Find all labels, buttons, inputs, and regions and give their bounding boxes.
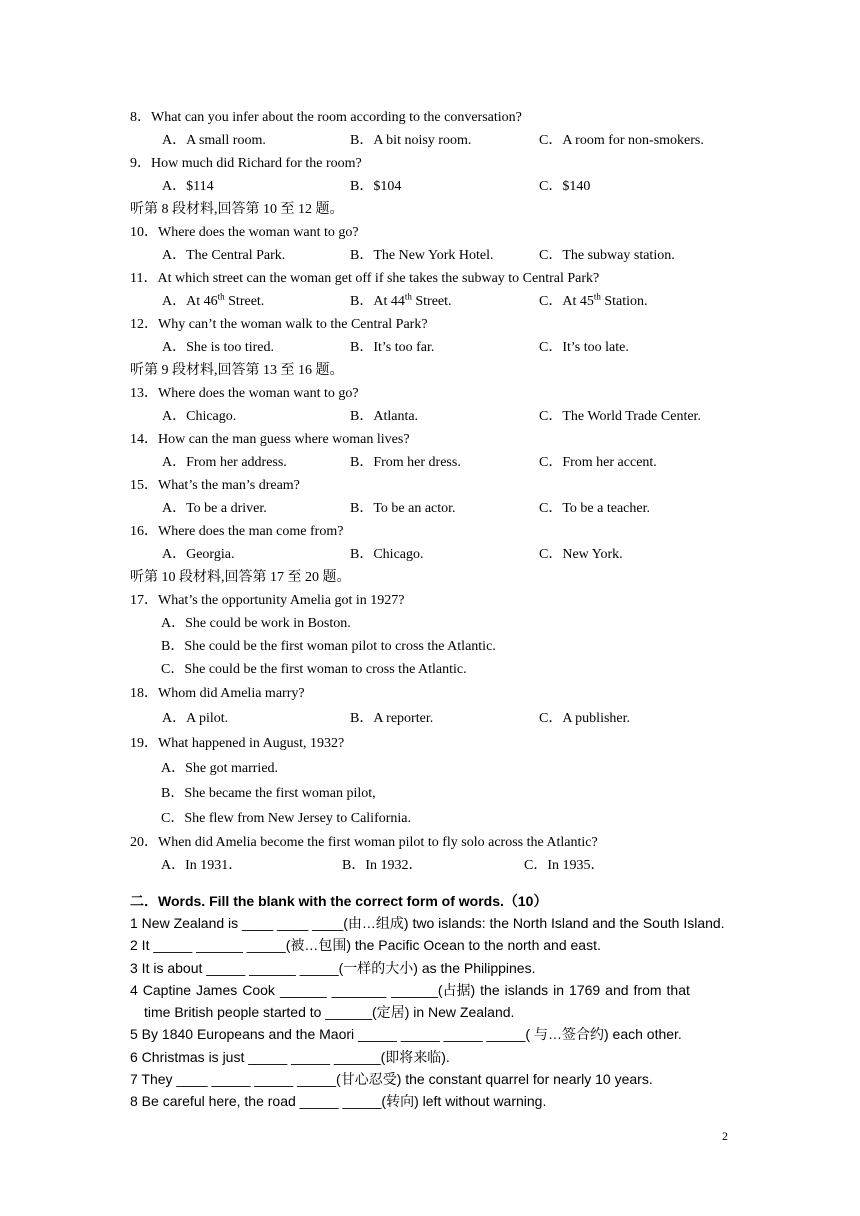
option-b: B．It’s too far. [350, 340, 435, 355]
option-a: A．She is too tired. [162, 340, 274, 355]
ordinal-suffix: th [593, 291, 601, 302]
option-c: C．New York. [539, 547, 623, 562]
option-a: A．She got married. [161, 761, 279, 776]
option-c [539, 290, 648, 313]
question-text: 18．Whom did Amelia marry? [130, 686, 305, 701]
option-a: A．The Central Park. [162, 248, 286, 263]
listening-questions [130, 106, 750, 877]
answer-options [130, 543, 750, 566]
option-b: B．From her dress. [350, 455, 461, 470]
question-text: 14．How can the man guess where woman lives? [130, 432, 410, 447]
fill-blank-item: 1 New Zealand is ____ ____ ____(由…组成) two islands: the North Island and the South Island. [130, 915, 725, 931]
question-text: 13．Where does the woman want to go? [130, 386, 359, 401]
option-c: C．The World Trade Center. [539, 409, 701, 424]
option-c: C．She flew from New Jersey to California. [161, 811, 411, 826]
answer-options [130, 706, 750, 731]
option-a: A．She could be work in Boston. [161, 616, 351, 631]
option-c: C．$140 [539, 179, 591, 194]
question-text: 12．Why can’t the woman walk to the Central Park? [130, 317, 428, 332]
fill-blank-item: 6 Christmas is just _____ _____ ______(即将来临). [130, 1048, 450, 1065]
option-a: A．Georgia. [162, 547, 235, 562]
answer-options [130, 451, 750, 474]
answer-options [130, 497, 750, 520]
option-a [162, 290, 264, 313]
option-b: B．A reporter. [350, 711, 434, 726]
option-b: B．$104 [350, 179, 402, 194]
option-b: B．A bit noisy room. [350, 133, 472, 148]
option-a: A．In 1931． [161, 858, 243, 873]
option-b [350, 290, 452, 313]
option-c: C．She could be the first woman to cross the Atlantic. [161, 662, 467, 677]
option-b: B．Atlanta. [350, 409, 419, 424]
option-b: B．Chicago. [350, 547, 424, 562]
ordinal-suffix: th [404, 291, 412, 302]
answer-options [130, 244, 750, 267]
question-text: 9．How much did Richard for the room? [130, 156, 362, 171]
fill-blank-item: 2 It _____ ______ _____(被…包围) the Pacific Ocean to the north and east. [130, 937, 601, 954]
answer-options [130, 336, 750, 359]
page-number: 2 [722, 1129, 728, 1143]
option-c: C．In 1935． [524, 858, 605, 873]
question-text: 20．When did Amelia become the first woman pilot to fly solo across the Atlantic? [130, 835, 598, 850]
option-b-text: B．At 44 [350, 294, 405, 309]
option-a: A．From her address. [162, 455, 287, 470]
fill-blank-item: 5 By 1840 Europeans and the Maori _____ _____ _____ _____( 与…签合约) each other. [130, 1026, 682, 1043]
question-text: 17．What’s the opportunity Amelia got in 1927? [130, 593, 405, 608]
option-b: B．She became the first woman pilot, [161, 786, 376, 801]
option-c: C．To be a teacher. [539, 501, 650, 516]
section-heading: 听第 10 段材料,回答第 17 至 20 题。 [130, 570, 351, 585]
fill-blank-item: 8 Be careful here, the road _____ _____(转向) left without warning. [130, 1093, 547, 1110]
question-text: 10．Where does the woman want to go? [130, 225, 359, 240]
fill-blank-item: 4 Captine James Cook ______ _______ ______(占据) the islands in 1769 and from that [130, 981, 690, 998]
option-a: A．A pilot. [162, 711, 229, 726]
fill-blank-item: 3 It is about _____ ______ _____(一样的大小) as the Philippines. [130, 959, 536, 976]
question-text: 19．What happened in August, 1932? [130, 736, 345, 751]
option-b: B．To be an actor. [350, 501, 456, 516]
option-c: C．From her accent. [539, 455, 657, 470]
answer-options [130, 405, 750, 428]
option-a: A．A small room. [162, 133, 266, 148]
option-c-text: C．At 45 [539, 294, 594, 309]
section-heading: 听第 8 段材料,回答第 10 至 12 题。 [130, 202, 344, 217]
section-title: 二．Words. Fill the blank with the correct form of words.（10） [130, 893, 548, 909]
answer-options [130, 290, 750, 313]
answer-options [130, 175, 750, 198]
option-c: C．The subway station. [539, 248, 675, 263]
option-a-tail: Street. [224, 294, 265, 309]
question-text: 8．What can you infer about the room according to the conversation? [130, 110, 522, 125]
question-text: 11．At which street can the woman get off if she takes the subway to Central Park? [130, 271, 600, 286]
option-c: C．A publisher. [539, 711, 631, 726]
question-text: 16．Where does the man come from? [130, 524, 344, 539]
option-b: B．She could be the first woman pilot to cross the Atlantic. [161, 639, 496, 654]
section-heading: 听第 9 段材料,回答第 13 至 16 题。 [130, 363, 344, 378]
fill-blank-item-continued: time British people started to ______(定居) in New Zealand. [144, 1004, 515, 1021]
ordinal-suffix: th [217, 291, 225, 302]
fill-blank-item: 7 They ____ _____ _____ _____(甘心忍受) the constant quarrel for nearly 10 years. [130, 1071, 653, 1088]
answer-options [130, 129, 750, 152]
option-c: C．A room for non-smokers. [539, 133, 704, 148]
option-a-text: A．At 46 [162, 294, 218, 309]
option-c: C．It’s too late. [539, 340, 629, 355]
option-a: A．Chicago. [162, 409, 237, 424]
question-text: 15．What’s the man’s dream? [130, 478, 300, 493]
option-b-tail: Street. [411, 294, 452, 309]
option-a: A．$114 [162, 179, 214, 194]
option-b: B．In 1932． [342, 858, 423, 873]
option-a: A．To be a driver. [162, 501, 267, 516]
answer-options [130, 854, 750, 877]
option-b: B．The New York Hotel. [350, 248, 494, 263]
option-c-tail: Station. [600, 294, 648, 309]
words-section [130, 890, 740, 1113]
